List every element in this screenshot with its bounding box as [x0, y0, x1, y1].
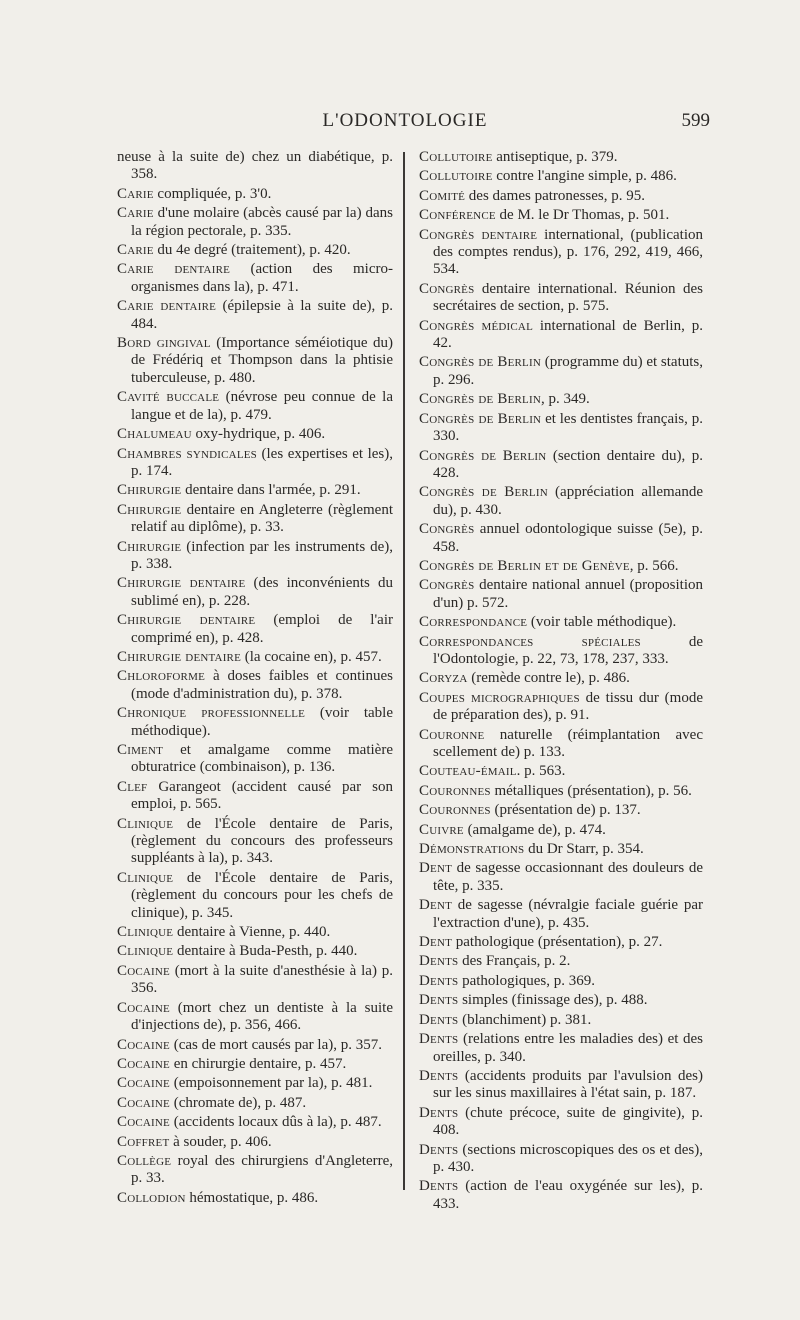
index-entry [419, 860, 703, 895]
index-entry-keyword: Correspondances spéciales [419, 633, 641, 650]
index-entry [419, 168, 703, 185]
index-entry-text: (sections microscopiques des os et des), p. 430. [433, 1141, 703, 1175]
index-entry-keyword: Dents [419, 1067, 459, 1084]
index-entry-text: contre l'angine simple, p. 486. [492, 168, 677, 185]
index-entry [419, 1105, 703, 1140]
index-entry [117, 426, 393, 443]
index-entry-keyword: Couronnes [419, 802, 491, 819]
index-entry-keyword: Collège [117, 1152, 172, 1169]
index-entry-keyword: Congrès de Berlin et de Genève [419, 557, 630, 574]
index-entry-text: du 4e degré (traitement), p. 420. [153, 242, 351, 259]
index-entry-text: dentaire en Angleterre (règlement relatif au diplôme), p. 33. [131, 501, 393, 536]
index-entry-keyword: Chambres syndicales [117, 445, 257, 462]
index-entry-text: (accidents locaux dûs à la), p. 487. [169, 1114, 382, 1131]
index-entry [419, 1012, 703, 1029]
index-entry-text: d'une molaire (abcès causé par la) dans la région pectorale, p. 335. [131, 205, 393, 239]
index-entry-text: (les expertises et les), p. 174. [131, 445, 394, 479]
index-entry [419, 763, 703, 780]
index-entry-keyword: Carie [117, 205, 154, 222]
index-entry [117, 1190, 393, 1207]
index-entry [117, 205, 393, 240]
index-entry [419, 521, 703, 556]
index-entry [419, 634, 703, 669]
index-entry [117, 389, 393, 424]
index-entry-text: dentaire dans l'armée, p. 291. [181, 482, 361, 499]
index-entry [419, 391, 703, 408]
index-entry [419, 1178, 703, 1213]
index-entry-keyword: Coffret [117, 1133, 170, 1150]
index-entry-text: royal des chirurgiens d'Angleterre, p. 33. [131, 1152, 393, 1187]
index-entry-keyword: Coryza [419, 670, 468, 687]
index-entry [419, 558, 703, 575]
index-entry [117, 1134, 393, 1151]
index-entry-text: naturelle (réimplantation avec scellement de) p. 133. [433, 726, 703, 760]
index-entry-keyword: Congrès de Berlin [419, 391, 541, 408]
index-entry [117, 649, 393, 666]
index-entry-text: dentaire international. Réunion des secrétaires de section, p. 575. [433, 280, 703, 315]
index-entry-keyword: Congrès dentaire [419, 226, 538, 243]
index-entry-keyword: Clinique [117, 943, 174, 960]
index-entry [419, 188, 703, 205]
index-entry-keyword: Collutoire [419, 168, 493, 185]
index-entry-text: (emploi de l'air comprimé en), p. 428. [131, 612, 393, 646]
index-entry-keyword: Congrès de Berlin [419, 354, 541, 371]
index-entry-keyword: Couronne [419, 726, 485, 743]
index-entry [419, 841, 703, 858]
index-entry-keyword: Chalumeau [117, 426, 192, 443]
index-entry-keyword: Dents [419, 953, 459, 970]
index-entry-text: hémostatique, p. 486. [185, 1189, 319, 1206]
index-entry-text: des dames patronesses, p. 95. [465, 187, 645, 204]
index-entry [117, 668, 393, 703]
index-entry-text: de sagesse occasionnant des douleurs de tête, p. 335. [433, 860, 703, 894]
index-entry-keyword: Coupes micrographiques [419, 689, 580, 706]
index-entry-keyword: Démonstrations [419, 841, 525, 858]
index-entry-keyword: Bord gingival [117, 335, 211, 352]
index-entry-keyword: Congrès de Berlin [419, 484, 548, 501]
index-entry-text: (programme du) et statuts, p. 296. [433, 354, 704, 388]
index-entry-text: dentaire à Buda-Pesth, p. 440. [173, 943, 358, 960]
index-entry [419, 281, 703, 316]
index-entry [419, 484, 703, 519]
index-entry-text: dentaire à Vienne, p. 440. [173, 924, 331, 941]
index-entry-text: (empoisonnement par la), p. 481. [169, 1075, 373, 1092]
index-entry-text: (section dentaire du), p. 428. [433, 447, 704, 481]
index-entry-text: de M. le Dr Thomas, p. 501. [495, 207, 670, 224]
index-entry [419, 934, 703, 951]
index-entry [117, 298, 393, 333]
index-entry-text: (chromate de), p. 487. [169, 1094, 307, 1111]
index-entry [117, 870, 393, 922]
index-entry-text: pathologiques, p. 369. [458, 972, 595, 989]
index-entry [117, 1114, 393, 1131]
index-entry [117, 1000, 393, 1035]
index-entry-text: antiseptique, p. 379. [492, 149, 618, 165]
index-entry-text: (infection par les instruments de), p. 338. [131, 538, 393, 572]
running-title: L'ODONTOLOGIE [322, 110, 488, 131]
index-entry [117, 742, 393, 777]
index-entry-keyword: Carie [117, 242, 154, 259]
index-entry-text: oxy-hydrique, p. 406. [191, 426, 326, 443]
index-entry [419, 207, 703, 224]
index-entry [419, 318, 703, 353]
index-column-right [419, 149, 703, 1215]
page-number: 599 [681, 110, 710, 131]
index-entry [117, 575, 393, 610]
index-entry-text: (des inconvénients du sublimé en), p. 228. [131, 575, 393, 609]
index-entry [117, 924, 393, 941]
index-entry-keyword: Dents [419, 1141, 459, 1158]
index-entry-text: (action de l'eau oxygénée sur les), p. 433. [433, 1178, 703, 1212]
index-entry-text: (Importance séméiotique du) de Frédériq et Thompson dans la phtisie tuberculeuse, p. 480. [131, 335, 393, 386]
index-entry-keyword: Congrès médical [419, 317, 533, 334]
index-entry-text: à doses faibles et continues (mode d'administration du), p. 378. [131, 668, 393, 702]
index-entry-keyword: Couteau-émail [419, 763, 517, 780]
index-entry [419, 354, 703, 389]
index-entry-text: (présentation de) p. 137. [490, 802, 641, 819]
index-entry-keyword: Clef [117, 778, 148, 795]
index-entry-text: des Français, p. 2. [458, 953, 571, 970]
index-entry-text: Garangeot (accident causé par son emploi, p. 565. [131, 778, 393, 813]
index-entry-text: (remède contre le), p. 486. [467, 670, 630, 687]
index-entry [117, 261, 393, 296]
index-entry [419, 897, 703, 932]
index-entry-text: de l'École dentaire de Paris, (règlement du concours des professeurs suppléants à la), p. 343. [131, 815, 393, 867]
index-entry [117, 149, 393, 184]
index-entry-keyword: Dents [419, 1178, 459, 1195]
index-entry-keyword: Congrès [419, 280, 475, 297]
index-entry-text: (chute précoce, suite de gingivite), p. 408. [433, 1104, 703, 1139]
index-entry-keyword: Cocaine [117, 999, 170, 1016]
index-entry [419, 411, 703, 446]
index-entry-keyword: Conférence [419, 207, 496, 224]
index-entry-keyword: Cocaine [117, 1055, 170, 1072]
index-entry-keyword: Cocaine [117, 1075, 170, 1092]
index-entry [117, 502, 393, 537]
index-entry [117, 1075, 393, 1092]
index-entry [117, 612, 393, 647]
index-entry [117, 1037, 393, 1054]
index-entry-text: international, (publication des comptes rendus), p. 176, 292, 419, 466, 534. [433, 226, 703, 278]
index-entry [419, 802, 703, 819]
index-entry-text: (cas de mort causés par la), p. 357. [169, 1036, 382, 1053]
index-entry [117, 335, 393, 387]
index-entry [117, 705, 393, 740]
index-entry-text: , p. 566. [629, 557, 679, 574]
index-entry [117, 1095, 393, 1112]
index-entry-keyword: Dents [419, 1104, 459, 1121]
index-entry-text: (voir table méthodique). [527, 614, 677, 631]
index-entry-keyword: Carie [117, 185, 154, 202]
index-entry-text: (amalgame de), p. 474. [463, 821, 606, 838]
index-entry-text: en chirurgie dentaire, p. 457. [169, 1055, 347, 1072]
index-entry-keyword: Clinique [117, 924, 174, 941]
index-entry-keyword: Dent [419, 934, 453, 951]
index-entry-keyword: Dents [419, 1031, 459, 1048]
index-entry [419, 614, 703, 631]
index-entry-text: (accidents produits par l'avulsion des) sur les sinus maxillaires à l'état sain, p. 187. [433, 1067, 703, 1102]
index-entry-keyword: Collodion [117, 1189, 186, 1206]
index-entry [419, 1068, 703, 1103]
index-entry-keyword: Chirurgie dentaire [117, 648, 242, 665]
index-entry-keyword: Clinique [117, 869, 174, 886]
index-entry [419, 1142, 703, 1177]
index-entry-keyword: Congrès [419, 521, 475, 538]
index-entry [419, 670, 703, 687]
index-entry-keyword: Cocaine [117, 1036, 170, 1053]
index-column-left [117, 149, 393, 1209]
index-entry [117, 963, 393, 998]
index-entry-keyword: Collutoire [419, 149, 493, 165]
index-entry-keyword: Chronique professionnelle [117, 705, 306, 722]
index-entry [419, 727, 703, 762]
index-entry-keyword: Correspondance [419, 614, 528, 631]
index-entry-text: , p. 349. [540, 391, 590, 408]
index-entry-keyword: Cavité buccale [117, 389, 220, 406]
index-entry [117, 242, 393, 259]
column-divider [403, 152, 405, 1190]
index-entry-keyword: Congrès de Berlin [419, 447, 547, 464]
index-entry-keyword: Chirurgie dentaire [117, 575, 246, 592]
index-entry-keyword: Comité [419, 187, 466, 204]
index-entry-text: . p. 563. [516, 763, 566, 780]
index-entry-keyword: Congrès [419, 577, 475, 594]
index-entry-keyword: Dents [419, 972, 459, 989]
index-entry-text: (épilepsie à la suite de), p. 484. [131, 298, 393, 332]
index-entry-keyword: Cocaine [117, 1114, 170, 1131]
index-entry-text: (blanchiment) p. 381. [458, 1011, 592, 1028]
index-entry-text: (appréciation allemande du), p. 430. [433, 484, 703, 518]
index-entry-text: neuse à la suite de) chez un diabétique, p. 358. [117, 149, 393, 183]
page-header [100, 110, 710, 140]
index-entry-keyword: Dent [419, 860, 453, 877]
index-entry [117, 943, 393, 960]
index-entry-text: du Dr Starr, p. 354. [524, 841, 644, 858]
index-entry [117, 482, 393, 499]
index-entry-text: international de Berlin, p. 42. [433, 317, 703, 352]
index-entry [117, 779, 393, 814]
index-entry-keyword: Chloroforme [117, 668, 205, 685]
index-entry-keyword: Dent [419, 897, 453, 914]
index-entry [117, 1056, 393, 1073]
index-entry [419, 149, 703, 166]
index-entry-keyword: Chirurgie dentaire [117, 612, 256, 629]
index-entry-keyword: Chirurgie [117, 482, 182, 499]
index-entry [419, 448, 703, 483]
index-entry-keyword: Chirurgie [117, 538, 182, 555]
index-entry [117, 539, 393, 574]
index-entry-keyword: Chirurgie [117, 501, 182, 518]
index-entry-text: annuel odontologique suisse (5e), p. 458. [433, 521, 703, 555]
index-entry-keyword: Cocaine [117, 962, 170, 979]
index-entry [419, 227, 703, 279]
index-entry-text: pathologique (présentation), p. 27. [452, 934, 663, 951]
index-entry-text: de sagesse (névralgie faciale guérie par l'extraction d'une), p. 435. [433, 897, 703, 931]
index-entry-keyword: Ciment [117, 742, 164, 758]
index-entry-text: métalliques (présentation), p. 56. [490, 782, 692, 799]
index-entry [117, 816, 393, 868]
index-entry-text: (action des micro-organismes dans la), p. 471. [131, 261, 394, 295]
index-entry [117, 186, 393, 203]
index-entry-keyword: Congrès de Berlin [419, 410, 542, 427]
index-entry-text: et les dentistes français, p. 330. [433, 410, 703, 445]
index-entry-text: (névrose peu connue de la langue et de la), p. 479. [131, 389, 393, 423]
index-entry [419, 577, 703, 612]
index-entry [419, 1031, 703, 1066]
index-entry [419, 822, 703, 839]
index-entry [419, 783, 703, 800]
index-entry-keyword: Clinique [117, 815, 174, 832]
index-entry-keyword: Dents [419, 992, 459, 1009]
index-entry-keyword: Couronnes [419, 782, 491, 799]
index-entry-text: et amalgame comme matière obturatrice (combinaison), p. 136. [131, 742, 393, 776]
index-entry-text: (voir table méthodique). [131, 705, 393, 739]
index-entry-keyword: Cuivre [419, 821, 464, 838]
index-entry [117, 446, 393, 481]
index-entry-keyword: Carie dentaire [117, 261, 231, 278]
index-entry [117, 1153, 393, 1188]
index-entry-keyword: Carie dentaire [117, 298, 217, 315]
index-entry-keyword: Cocaine [117, 1094, 170, 1111]
index-entry-text: de tissu dur (mode de préparation des), p. 91. [433, 689, 704, 724]
index-entry-text: (relations entre les maladies des) et des oreilles, p. 340. [433, 1031, 703, 1065]
index-entry-text: dentaire national annuel (proposition d'un) p. 572. [433, 577, 703, 611]
index-entry-text: de l'Odontologie, p. 22, 73, 178, 237, 333. [433, 633, 703, 667]
index-entry-text: (la cocaine en), p. 457. [241, 648, 382, 665]
index-entry-text: de l'École dentaire de Paris, (règlement du concours pour les chefs de clinique), p. 345. [131, 869, 393, 921]
index-entry [419, 973, 703, 990]
index-entry-text: simples (finissage des), p. 488. [458, 992, 648, 1009]
index-entry-keyword: Dents [419, 1011, 459, 1028]
index-entry-text: à souder, p. 406. [169, 1133, 272, 1150]
index-entry-text: (mort chez un dentiste à la suite d'injections de), p. 356, 466. [131, 999, 393, 1034]
index-entry [419, 690, 703, 725]
index-entry-text: (mort à la suite d'anesthésie à la) p. 356. [131, 962, 393, 997]
index-entry [419, 953, 703, 970]
index-entry-text: compliquée, p. 3'0. [153, 185, 272, 202]
index-entry [419, 992, 703, 1009]
